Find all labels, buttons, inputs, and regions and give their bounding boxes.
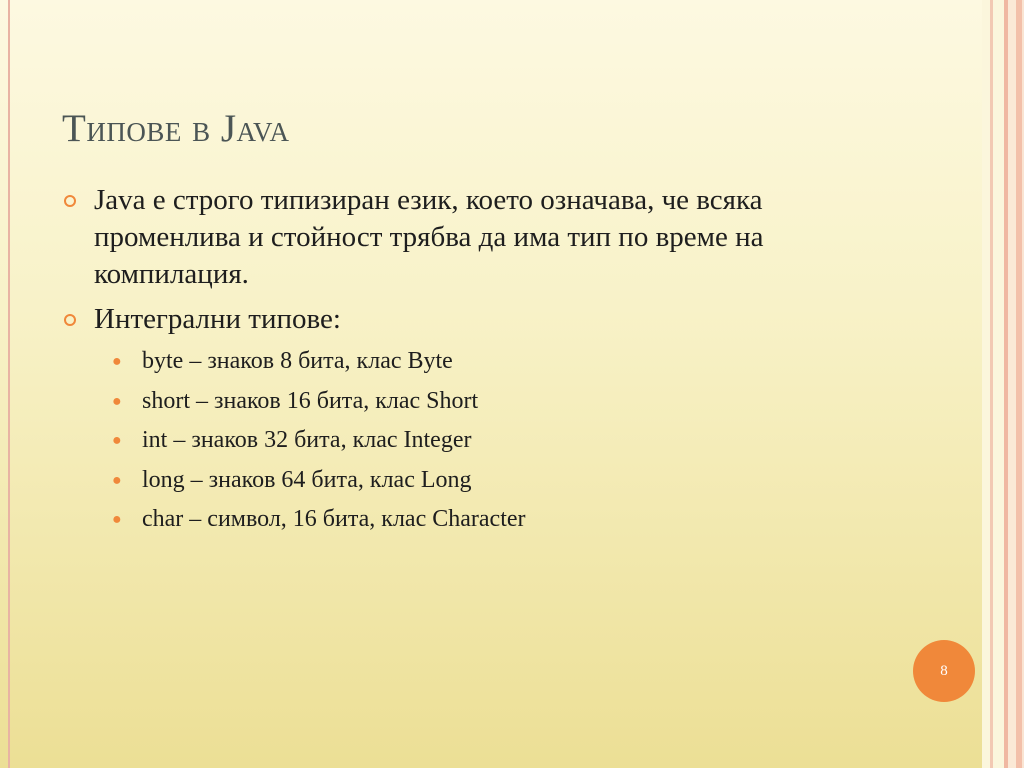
dot-bullet-icon: ● <box>112 511 122 528</box>
bullet-text: Java е строго типизиран език, което означава, че всяка променлива и стойност трябва да има тип по време на компилация. <box>94 184 764 290</box>
slide-body <box>62 182 902 548</box>
sub-bullet-item <box>94 382 902 422</box>
dot-bullet-icon: ● <box>112 353 122 370</box>
sub-bullet-item <box>94 342 902 382</box>
sub-bullet-item <box>94 500 902 540</box>
left-accent-line <box>8 0 10 768</box>
right-decorative-border <box>982 0 1024 768</box>
slide-title: Типове в Java <box>62 107 290 150</box>
bullet-item <box>62 301 902 540</box>
sub-bullet-list <box>94 342 902 540</box>
sub-bullet-text: short – знаков 16 бита, клас Short <box>142 387 479 414</box>
ring-bullet-icon <box>64 195 76 207</box>
dot-bullet-icon: ● <box>112 471 122 489</box>
bullet-text: Интегрални типове: <box>94 303 341 335</box>
sub-bullet-item <box>94 421 902 461</box>
sub-bullet-text: byte – знаков 8 бита, клас Byte <box>142 348 453 374</box>
sub-bullet-item <box>94 461 902 501</box>
dot-bullet-icon: ● <box>112 392 122 410</box>
bullet-item <box>62 182 902 293</box>
sub-bullet-text: long – знаков 64 бита, клас Long <box>142 466 472 493</box>
ring-bullet-icon <box>64 314 76 326</box>
page-number-badge: 8 <box>913 640 975 702</box>
sub-bullet-text: int – знаков 32 бита, клас Integer <box>142 427 472 453</box>
dot-bullet-icon: ● <box>112 432 122 449</box>
sub-bullet-text: char – символ, 16 бита, клас Character <box>142 506 526 532</box>
